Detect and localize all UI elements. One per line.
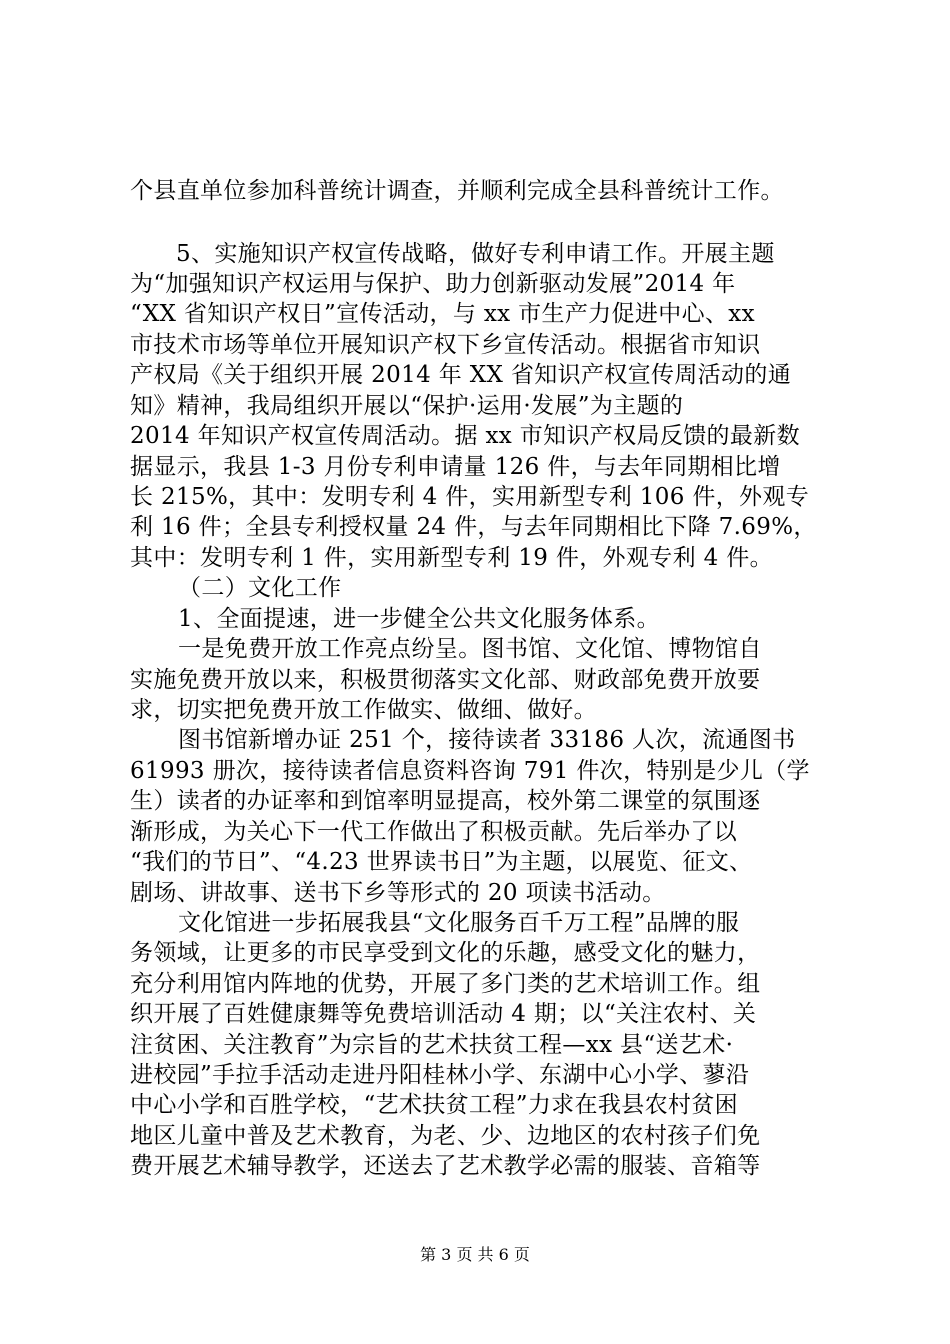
paragraph-line: “我们的节日”、“4.23 世界读书日”为主题，以展览、征文、: [130, 849, 753, 875]
paragraph-line: 求，切实把免费开放工作做实、做细、做好。: [130, 697, 597, 723]
paragraph-line: 务领域，让更多的市民享受到文化的乐趣，感受文化的魅力，: [130, 940, 761, 966]
paragraph-line: 注贫困、关注教育”为宗旨的艺术扶贫工程—xx 县“送艺术·: [130, 1032, 734, 1058]
paragraph-line: 据显示，我县 1-3 月份专利申请量 126 件，与去年同期相比增: [130, 454, 781, 480]
paragraph-line: “XX 省知识产权日”宣传活动，与 xx 市生产力促进中心、xx: [130, 301, 755, 327]
paragraph-line: 知》精神，我局组织开展以“保护·运用·发展”为主题的: [130, 393, 684, 419]
page-number-footer: 第 3 页 共 6 页: [420, 1245, 530, 1264]
paragraph-line: 5、实施知识产权宣传战略，做好专利申请工作。开展主题: [176, 241, 775, 267]
paragraph-line: 长 215%，其中：发明专利 4 件，实用新型专利 106 件，外观专: [130, 484, 810, 510]
paragraph-line: 费开展艺术辅导教学，还送去了艺术教学必需的服装、音箱等: [130, 1153, 761, 1179]
subsection-heading: 1、全面提速，进一步健全公共文化服务体系。: [178, 606, 660, 632]
paragraph-line: 其中：发明专利 1 件，实用新型专利 19 件，外观专利 4 件。: [130, 545, 773, 571]
section-heading: （二）文化工作: [178, 575, 342, 601]
paragraph-line: 个县直单位参加科普统计调查，并顺利完成全县科普统计工作。: [130, 178, 784, 204]
paragraph-line: 产权局《关于组织开展 2014 年 XX 省知识产权宣传周活动的通: [130, 362, 792, 388]
paragraph-line: 61993 册次，接待读者信息资料咨询 791 件次，特别是少儿（学: [130, 758, 810, 784]
paragraph-line: 地区儿童中普及艺术教育，为老、少、边地区的农村孩子们免: [130, 1123, 761, 1149]
paragraph-line: 织开展了百姓健康舞等免费培训活动 4 期；以“关注农村、关: [130, 1001, 757, 1027]
paragraph-line: 一是免费开放工作亮点纷呈。图书馆、文化馆、博物馆自: [178, 636, 762, 662]
paragraph-line: 利 16 件；全县专利授权量 24 件，与去年同期相比下降 7.69%，: [130, 514, 817, 540]
paragraph-line: 中心小学和百胜学校，“艺术扶贫工程”力求在我县农村贫困: [130, 1092, 738, 1118]
paragraph-line: 实施免费开放以来，积极贯彻落实文化部、财政部免费开放要: [130, 667, 761, 693]
paragraph-line: 充分利用馆内阵地的优势，开展了多门类的艺术培训工作。组: [130, 971, 761, 997]
paragraph-line: 进校园”手拉手活动走进丹阳桂林小学、东湖中心小学、蓼沿: [130, 1062, 750, 1088]
paragraph-line: 2014 年知识产权宣传周活动。据 xx 市知识产权局反馈的最新数: [130, 423, 800, 449]
paragraph-line: 为“加强知识产权运用与保护、助力创新驱动发展”2014 年: [130, 271, 736, 297]
paragraph-line: 市技术市场等单位开展知识产权下乡宣传活动。根据省市知识: [130, 332, 761, 358]
paragraph-line: 图书馆新增办证 251 个，接待读者 33186 人次，流通图书: [178, 727, 796, 753]
paragraph-line: 剧场、讲故事、送书下乡等形式的 20 项读书活动。: [130, 880, 666, 906]
paragraph-line: 渐形成，为关心下一代工作做出了积极贡献。先后举办了以: [130, 819, 738, 845]
paragraph-line: 生）读者的办证率和到馆率明显提高，校外第二课堂的氛围逐: [130, 788, 761, 814]
paragraph-line: 文化馆进一步拓展我县“文化服务百千万工程”品牌的服: [178, 910, 740, 936]
